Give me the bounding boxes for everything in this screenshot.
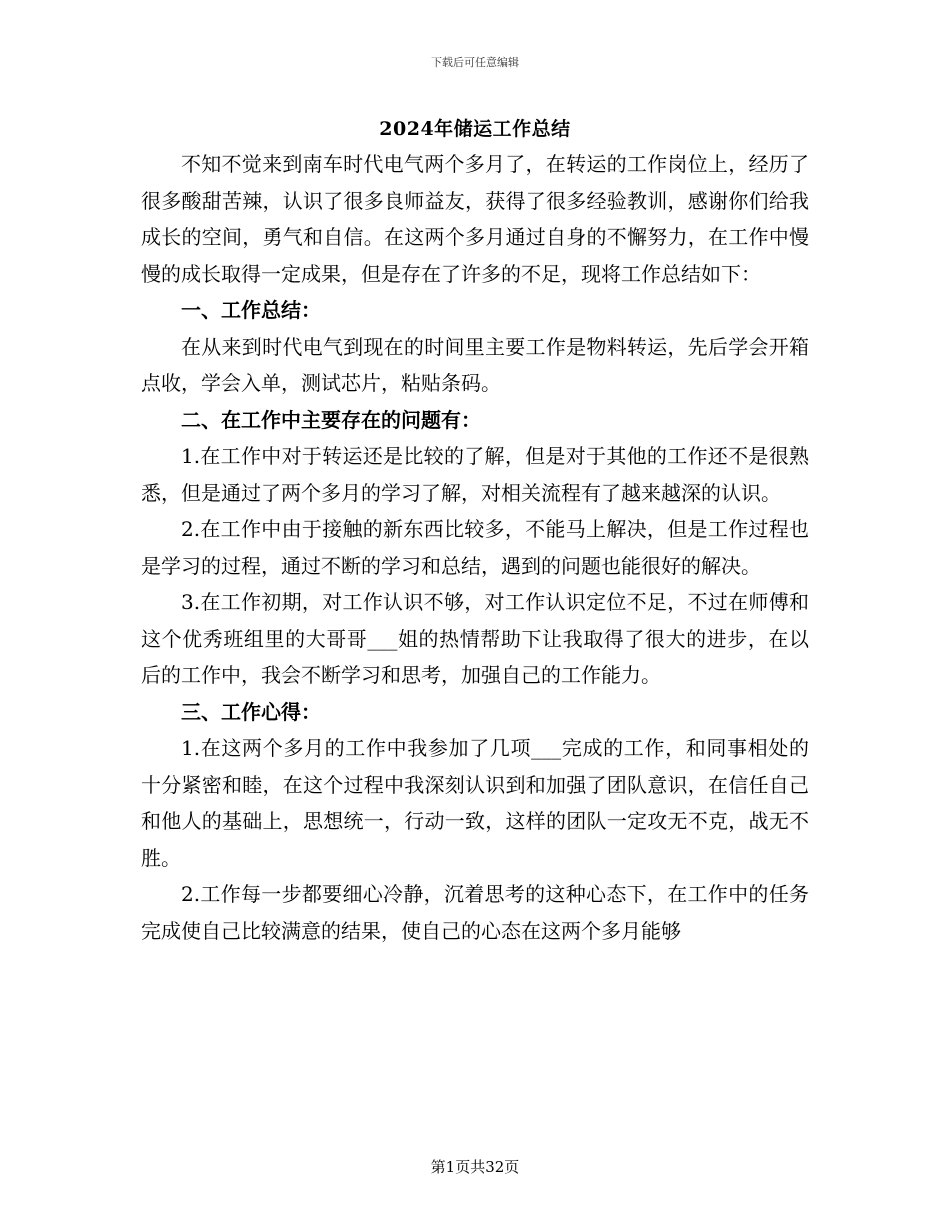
- problem-item-2: 2.在工作中由于接触的新东西比较多，不能马上解决，但是工作过程也是学习的过程，通过不断的学习和总结，遇到的问题也能很好的解决。: [141, 517, 809, 578]
- page-number: 第1页共32页: [430, 1158, 520, 1176]
- document-title: 2024年储运工作总结: [379, 118, 571, 140]
- work-summary-paragraph: 在从来到时代电气到现在的时间里主要工作是物料转运，先后学会开箱点收，学会入单，测试芯片，粘贴条码。: [141, 334, 809, 395]
- problem-item-1: 1.在工作中对于转运还是比较的了解，但是对于其他的工作还不是很熟悉，但是通过了两个多月的学习了解，对相关流程有了越来越深的认识。: [141, 444, 809, 505]
- section-heading-problems: 二、在工作中主要存在的问题有：: [181, 407, 481, 432]
- section-heading-work-summary: 一、工作总结：: [181, 298, 321, 322]
- experience-item-1: 1.在这两个多月的工作中我参加了几项___完成的工作，和同事相处的十分紧密和睦，在这个过程中我深刻认识到和加强了团队意识，在信任自己和他人的基础上，思想统一，行动一致，这样的团队一定攻无不克，战无不胜。: [141, 736, 809, 870]
- document-body: [141, 146, 809, 949]
- header-note: 下载后可任意编辑: [431, 56, 519, 69]
- problem-item-3: 3.在工作初期，对工作认识不够，对工作认识定位不足，不过在师傅和这个优秀班组里的大哥哥___姐的热情帮助下让我取得了很大的进步，在以后的工作中，我会不断学习和思考，加强自己的工作能力。: [141, 590, 809, 687]
- experience-item-2: 2.工作每一步都要细心冷静，沉着思考的这种心态下，在工作中的任务完成使自己比较满意的结果，使自己的心态在这两个多月能够: [141, 882, 809, 943]
- intro-paragraph: 不知不觉来到南车时代电气两个多月了，在转运的工作岗位上，经历了很多酸甜苦辣，认识了很多良师益友，获得了很多经验教训，感谢你们给我成长的空间，勇气和自信。在这两个多月通过自身的不懈努力，在工作中慢慢的成长取得一定成果，但是存在了许多的不足，现将工作总结如下：: [141, 152, 809, 286]
- section-heading-experience: 三、工作心得：: [181, 699, 321, 724]
